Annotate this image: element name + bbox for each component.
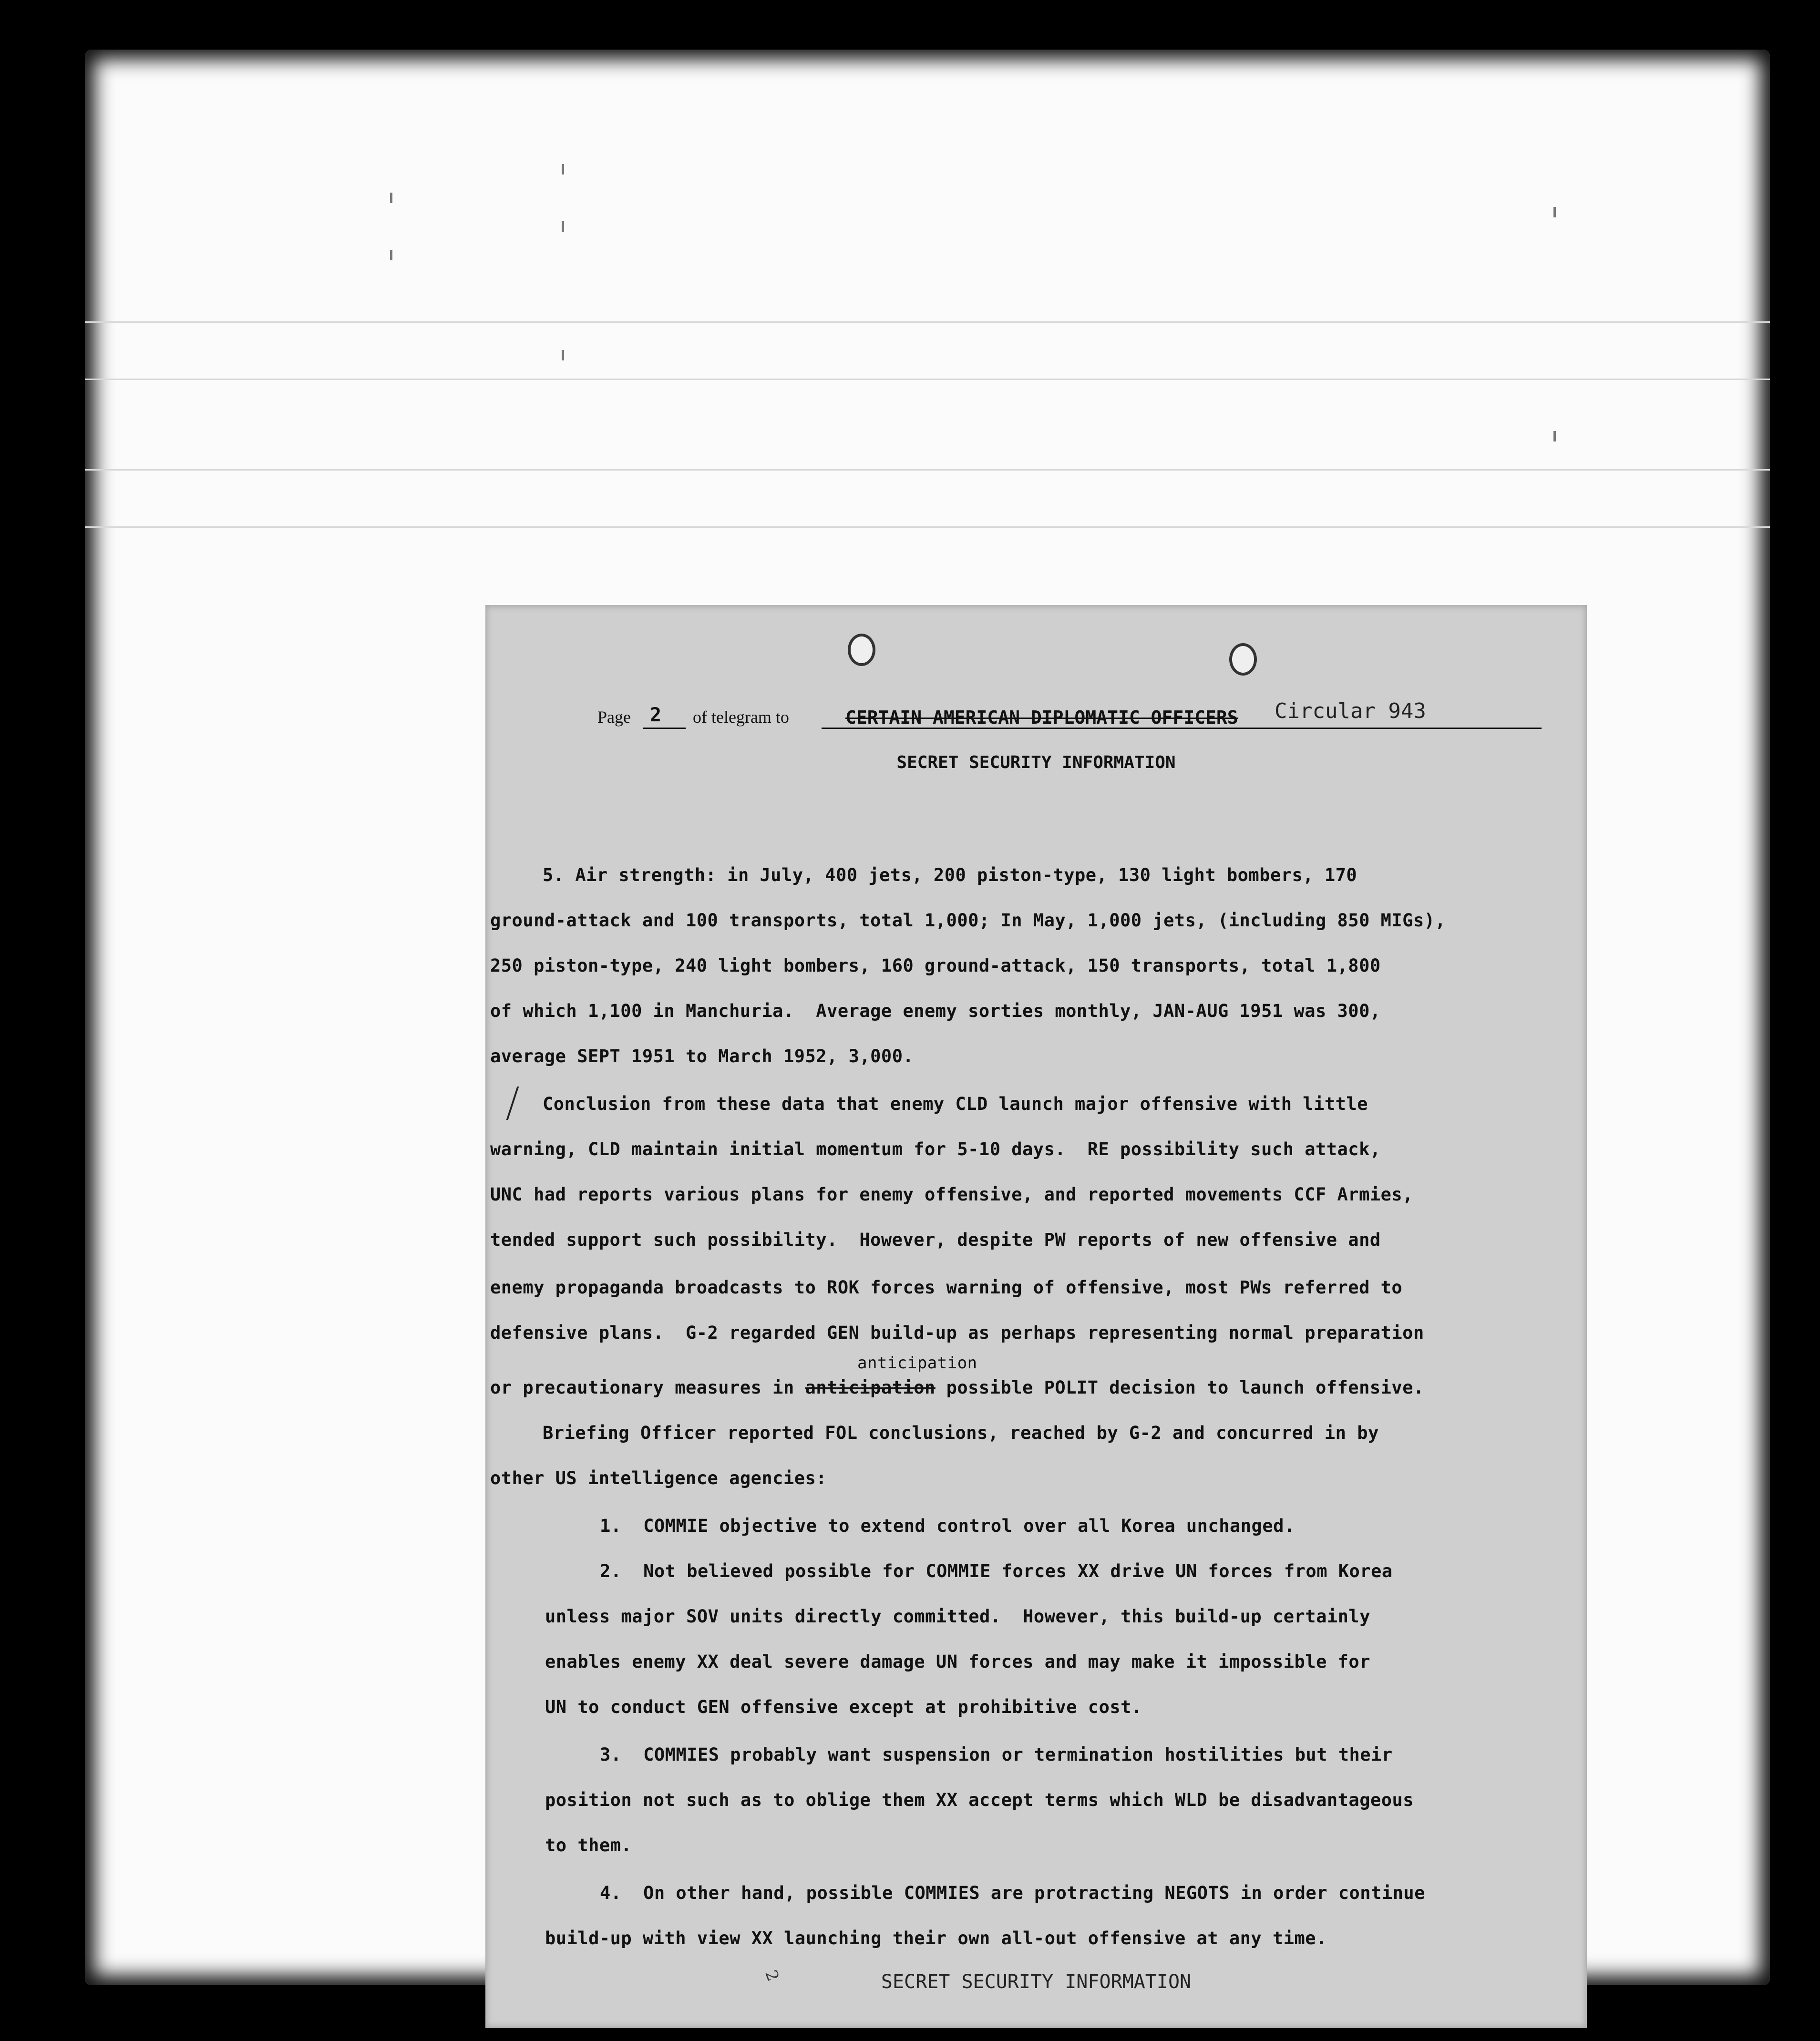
body-line: Conclusion from these data that enemy CLD launch major offensive with little: [543, 1094, 1368, 1114]
rule-line: [85, 321, 1770, 323]
body-line: warning, CLD maintain initial momentum for 5-10 days. RE possibility such attack,: [490, 1139, 1381, 1159]
body-line: [490, 1377, 1424, 1398]
body-line: average SEPT 1951 to March 1952, 3,000.: [490, 1046, 914, 1067]
page-label: Page: [597, 708, 631, 727]
line-segment: possible POLIT decision to launch offensive.: [935, 1377, 1424, 1398]
punch-hole: [1229, 643, 1257, 676]
numbered-item: 3. COMMIES probably want suspension or termination hostilities but their: [600, 1744, 1393, 1765]
struck-word: anticipation: [805, 1377, 936, 1398]
body-line: enables enemy XX deal severe damage UN forces and may make it impossible for: [545, 1651, 1370, 1672]
tick-mark: [562, 164, 564, 174]
tick-mark: [1553, 207, 1556, 217]
numbered-item: 1. COMMIE objective to extend control over all Korea unchanged.: [600, 1516, 1295, 1536]
classification-bottom: SECRET SECURITY INFORMATION: [881, 1971, 1192, 1993]
telegram-header: [597, 700, 1503, 729]
body-line: of which 1,100 in Manchuria. Average enemy sorties monthly, JAN-AUG 1951 was 300,: [490, 1001, 1381, 1021]
circular-number: Circular 943: [1275, 699, 1426, 723]
margin-handwriting: 2: [761, 1967, 783, 1984]
line-segment: or precautionary measures in: [490, 1377, 805, 1398]
telegram-label: of telegram to: [693, 708, 789, 727]
body-line: to them.: [545, 1835, 632, 1856]
numbered-item: 2. Not believed possible for COMMIE forces XX drive UN forces from Korea: [600, 1561, 1393, 1581]
interlinear-insertion: anticipation: [857, 1354, 977, 1373]
tick-mark: [562, 221, 564, 232]
tick-mark: [390, 250, 392, 260]
body-line: 5. Air strength: in July, 400 jets, 200 piston-type, 130 light bombers, 170: [543, 865, 1357, 885]
body-line: UN to conduct GEN offensive except at prohibitive cost.: [545, 1697, 1142, 1717]
tick-mark: [562, 350, 564, 360]
classification-top: SECRET SECURITY INFORMATION: [896, 753, 1176, 772]
body-line: other US intelligence agencies:: [490, 1468, 827, 1488]
underline: [643, 728, 686, 729]
microfilm-frame: [85, 50, 1770, 1993]
body-line: build-up with view XX launching their own all-out offensive at any time.: [545, 1928, 1327, 1949]
body-line: ground-attack and 100 transports, total 1,000; In May, 1,000 jets, (including 850 MIGs),: [490, 910, 1446, 931]
rule-line: [85, 469, 1770, 471]
body-line: tended support such possibility. However, despite PW reports of new offensive and: [490, 1230, 1381, 1250]
punch-hole: [848, 634, 875, 666]
body-line: defensive plans. G-2 regarded GEN build-up as perhaps representing normal preparation: [490, 1323, 1424, 1343]
tick-mark: [390, 193, 392, 203]
recipient: CERTAIN AMERICAN DIPLOMATIC OFFICERS: [845, 707, 1238, 728]
body-line: unless major SOV units directly committed. However, this build-up certainly: [545, 1606, 1370, 1627]
body-line: enemy propaganda broadcasts to ROK forces warning of offensive, most PWs referred to: [490, 1277, 1403, 1298]
body-line: Briefing Officer reported FOL conclusions, reached by G-2 and concurred in by: [543, 1423, 1379, 1443]
rule-line: [85, 526, 1770, 528]
body-line: 250 piston-type, 240 light bombers, 160 ground-attack, 150 transports, total 1,800: [490, 955, 1381, 976]
pen-bracket: [506, 1087, 524, 1120]
page-number: 2: [650, 704, 662, 726]
numbered-item: 4. On other hand, possible COMMIES are protracting NEGOTS in order continue: [600, 1883, 1425, 1903]
telegram-page: [485, 605, 1587, 2028]
body-line: position not such as to oblige them XX accept terms which WLD be disadvantageous: [545, 1790, 1414, 1810]
tick-mark: [1553, 431, 1556, 441]
rule-line: [85, 379, 1770, 380]
body-line: UNC had reports various plans for enemy offensive, and reported movements CCF Armies,: [490, 1184, 1413, 1205]
